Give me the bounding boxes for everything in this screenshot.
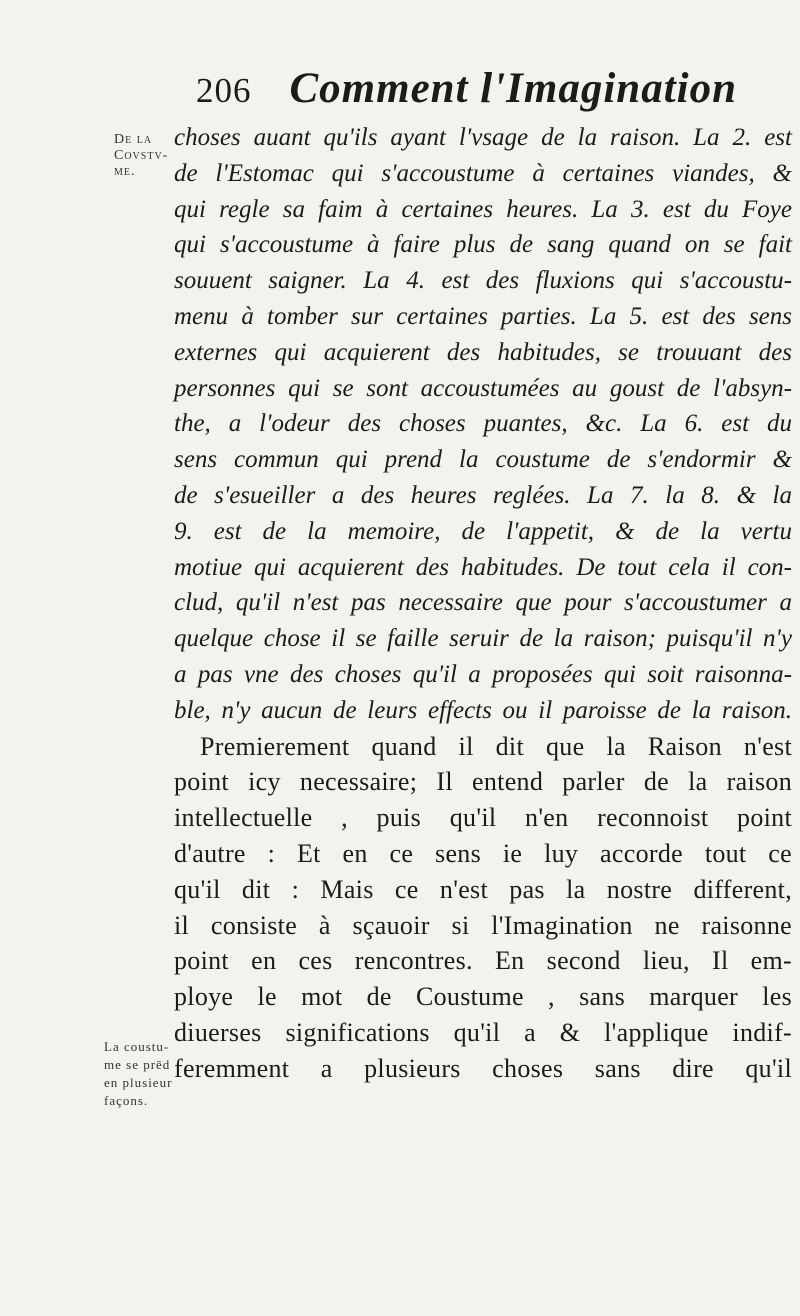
text-line: qu'il dit : Mais ce n'est pas la nostre different,	[174, 874, 792, 904]
text-line: sens commun qui prend la coustume de s'endormir &	[174, 446, 792, 474]
text-line: a pas vne des choses qu'il a proposées qui soit raisonna-	[174, 660, 792, 688]
text-line: de l'Estomac qui s'accoustume à certaines viandes, &	[174, 159, 792, 187]
margin-note-line: façons.	[104, 1093, 149, 1108]
margin-note-line: en plusieur	[104, 1075, 173, 1090]
text-line: point en ces rencontres. En second lieu, Il em-	[174, 946, 792, 976]
text-line: de s'esueiller a des heures reglées. La 7. la 8. & la	[174, 481, 792, 509]
text-line: qui s'accoustume à faire plus de sang quand on se fait	[174, 231, 792, 259]
margin-note-line: La coustu-	[104, 1039, 170, 1054]
text-line: externes qui acquierent des habitudes, se trouuant des	[174, 338, 792, 366]
text-line: Premierement quand il dit que la Raison n'est	[200, 731, 792, 761]
text-line: ble, n'y aucun de leurs effects ou il paroisse de la raison.	[174, 696, 792, 724]
margin-note-top	[114, 132, 174, 180]
text-line: intellectuelle , puis qu'il n'en reconnoist point	[174, 803, 792, 833]
page-number: 206	[196, 71, 252, 110]
running-title: Comment l'Imagination	[289, 65, 738, 112]
text-line: qui regle sa faim à certaines heures. La 3. est du Foye	[174, 195, 792, 223]
text-line: souuent saigner. La 4. est des fluxions qui s'accoustu-	[174, 267, 792, 295]
text-line: diuerses significations qu'il a & l'applique indif-	[174, 1017, 792, 1047]
text-line: personnes qui se sont accoustumées au goust de l'absyn-	[174, 374, 792, 402]
body-text	[174, 120, 792, 1087]
margin-note-line: Covstv-	[114, 148, 169, 163]
text-line: quelque chose il se faille seruir de la raison; puisqu'il n'y	[174, 625, 792, 653]
text-line: choses auant qu'ils ayant l'vsage de la raison. La 2. est	[174, 124, 792, 151]
text-line: the, a l'odeur des choses puantes, &c. La 6. est du	[174, 410, 792, 438]
margin-note-line: De la	[114, 132, 153, 147]
margin-note-bottom	[104, 1038, 178, 1110]
text-line: d'autre : Et en ce sens ie luy accorde tout ce	[174, 838, 792, 868]
text-line: motiue qui acquierent des habitudes. De tout cela il con-	[174, 553, 792, 581]
text-line: point icy necessaire; Il entend parler de la raison	[174, 767, 792, 797]
margin-note-line: me se prēd	[104, 1057, 171, 1072]
text-line: ploye le mot de Coustume , sans marquer les	[174, 982, 792, 1012]
margin-note-line: me.	[114, 164, 136, 179]
text-line: feremment a plusieurs choses sans dire qu'il	[174, 1053, 792, 1083]
text-line: il consiste à sçauoir si l'Imagination ne raisonne	[174, 910, 792, 940]
text-line: clud, qu'il n'est pas necessaire que pour s'accoustumer a	[174, 589, 792, 617]
text-line: menu à tomber sur certaines parties. La 5. est des sens	[174, 302, 792, 330]
text-line: 9. est de la memoire, de l'appetit, & de la vertu	[174, 517, 792, 545]
page-header	[196, 64, 796, 114]
